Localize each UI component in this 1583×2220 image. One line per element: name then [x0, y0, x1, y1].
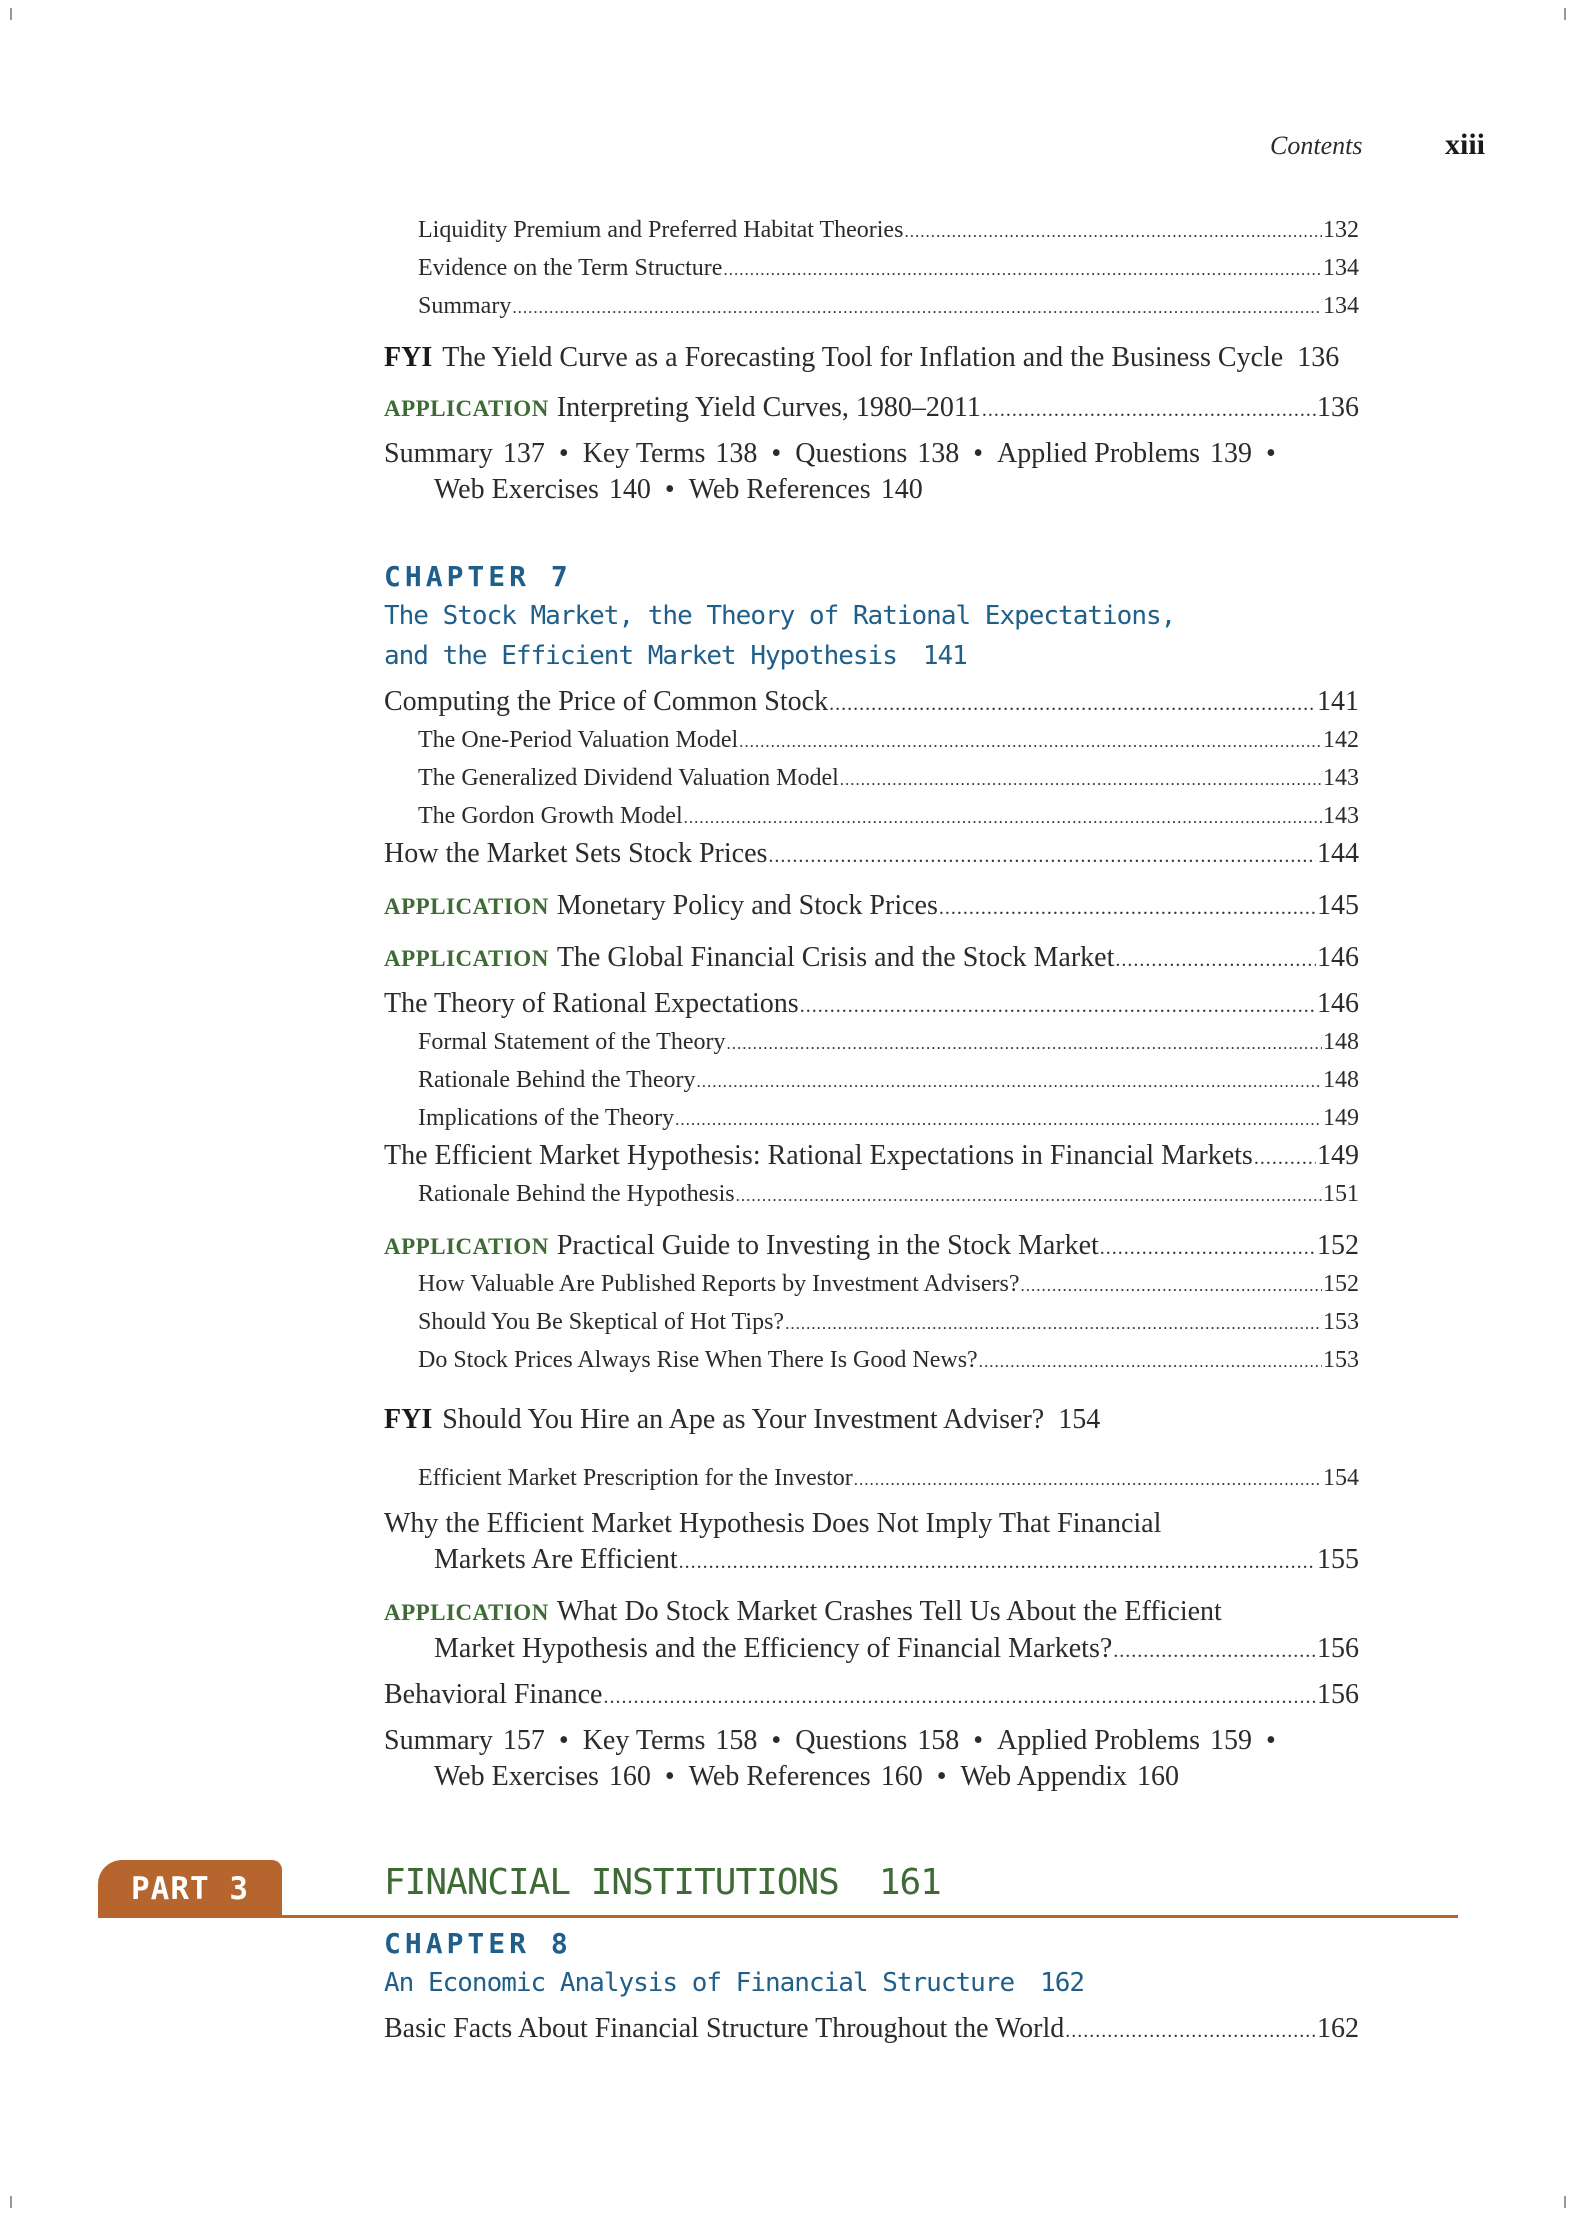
fyi-entry[interactable]: FYI Should You Hire an Ape as Your Investment Adviser? 154 — [384, 1404, 1101, 1435]
application-entry[interactable]: Market Hypothesis and the Efficiency of Financial Markets? ..... 156 — [384, 1631, 1359, 1669]
toc-entry[interactable]: The One-Period Valuation Model ..... 142 — [384, 722, 1359, 760]
toc-entry[interactable]: How the Market Sets Stock Prices ..... 144 — [384, 836, 1359, 874]
end-of-chapter-line: Summary 137 • Key Terms 138 • Questions 138 • Applied Problems 139 • — [384, 438, 1276, 469]
toc-entry[interactable]: Behavioral Finance ..... 156 — [384, 1677, 1359, 1715]
part-rule — [282, 1915, 1458, 1918]
end-of-chapter-line: Summary 157 • Key Terms 158 • Questions 158 • Applied Problems 159 • — [384, 1725, 1276, 1756]
part-title[interactable]: FINANCIAL INSTITUTIONS 161 — [384, 1862, 941, 1903]
crop-mark — [10, 2196, 12, 2208]
toc-entry[interactable]: Evidence on the Term Structure ..... 134 — [384, 250, 1359, 288]
fyi-tag: FYI — [384, 1404, 433, 1435]
application-entry[interactable]: APPLICATION Interpreting Yield Curves, 1980–2011 ..... 136 — [384, 390, 1359, 428]
application-tag: APPLICATION — [384, 894, 549, 919]
page-header — [1270, 128, 1485, 162]
application-tag: APPLICATION — [384, 1600, 549, 1625]
part-heading — [98, 1860, 1458, 1918]
chapter-label: CHAPTER 7 — [384, 560, 572, 593]
toc-entry[interactable]: Rationale Behind the Hypothesis ..... 151 — [384, 1176, 1359, 1214]
crop-mark — [10, 8, 12, 20]
toc-entry[interactable]: Do Stock Prices Always Rise When There Is Good News? ..... 153 — [384, 1342, 1359, 1380]
crop-mark — [1564, 8, 1566, 20]
application-entry[interactable]: APPLICATION Practical Guide to Investing in the Stock Market ..... 152 — [384, 1228, 1359, 1266]
application-tag: APPLICATION — [384, 946, 549, 971]
toc-entry[interactable]: Liquidity Premium and Preferred Habitat Theories ..... 132 — [384, 212, 1359, 250]
toc-entry[interactable]: Formal Statement of the Theory ..... 148 — [384, 1024, 1359, 1062]
chapter-label: CHAPTER 8 — [384, 1927, 572, 1960]
application-entry[interactable]: APPLICATION The Global Financial Crisis and the Stock Market ..... 146 — [384, 940, 1359, 978]
toc-entry[interactable]: The Gordon Growth Model ..... 143 — [384, 798, 1359, 836]
toc-entry[interactable]: Markets Are Efficient ..... 155 — [384, 1542, 1359, 1580]
crop-mark — [1564, 2196, 1566, 2208]
toc-entry[interactable]: How Valuable Are Published Reports by Investment Advisers? ..... 152 — [384, 1266, 1359, 1304]
application-tag: APPLICATION — [384, 396, 549, 421]
application-entry[interactable]: APPLICATION Monetary Policy and Stock Prices ..... 145 — [384, 888, 1359, 926]
toc-body — [384, 212, 1359, 1795]
toc-body-chapter8 — [384, 1925, 1359, 2049]
toc-entry[interactable]: The Theory of Rational Expectations ..... 146 — [384, 986, 1359, 1024]
toc-entry[interactable]: Efficient Market Prescription for the Investor ..... 154 — [384, 1460, 1359, 1498]
fyi-entry[interactable]: FYI The Yield Curve as a Forecasting Tool for Inflation and the Business Cycle 136 — [384, 342, 1340, 373]
end-of-chapter-line: Web Exercises 140 • Web References 140 — [434, 474, 923, 505]
toc-entry[interactable]: Implications of the Theory ..... 149 — [384, 1100, 1359, 1138]
chapter-title[interactable]: The Stock Market, the Theory of Rational Expectations, and the Efficient Market Hypothesis 141 — [384, 601, 1176, 671]
application-entry-line1[interactable]: APPLICATION What Do Stock Market Crashes Tell Us About the Efficient — [384, 1596, 1222, 1627]
toc-entry-line1[interactable]: Why the Efficient Market Hypothesis Does Not Imply That Financial — [384, 1508, 1162, 1539]
toc-entry[interactable]: The Generalized Dividend Valuation Model ..... 143 — [384, 760, 1359, 798]
part-tab: PART 3 — [98, 1860, 282, 1918]
running-head: Contents — [1270, 131, 1363, 160]
application-tag: APPLICATION — [384, 1234, 549, 1259]
toc-entry[interactable]: Basic Facts About Financial Structure Throughout the World ..... 162 — [384, 2011, 1359, 2049]
chapter-title[interactable]: An Economic Analysis of Financial Structure 162 — [384, 1968, 1085, 1998]
toc-entry[interactable]: Rationale Behind the Theory ..... 148 — [384, 1062, 1359, 1100]
toc-entry[interactable]: The Efficient Market Hypothesis: Rational Expectations in Financial Markets ..... 149 — [384, 1138, 1359, 1176]
toc-entry[interactable]: Should You Be Skeptical of Hot Tips? ..... 153 — [384, 1304, 1359, 1342]
page-number: xiii — [1444, 128, 1485, 161]
fyi-tag: FYI — [384, 342, 433, 373]
end-of-chapter-line: Web Exercises 160 • Web References 160 • Web Appendix 160 — [434, 1761, 1180, 1792]
toc-entry[interactable]: Computing the Price of Common Stock ..... 141 — [384, 684, 1359, 722]
toc-entry[interactable]: Summary ..... 134 — [384, 288, 1359, 326]
